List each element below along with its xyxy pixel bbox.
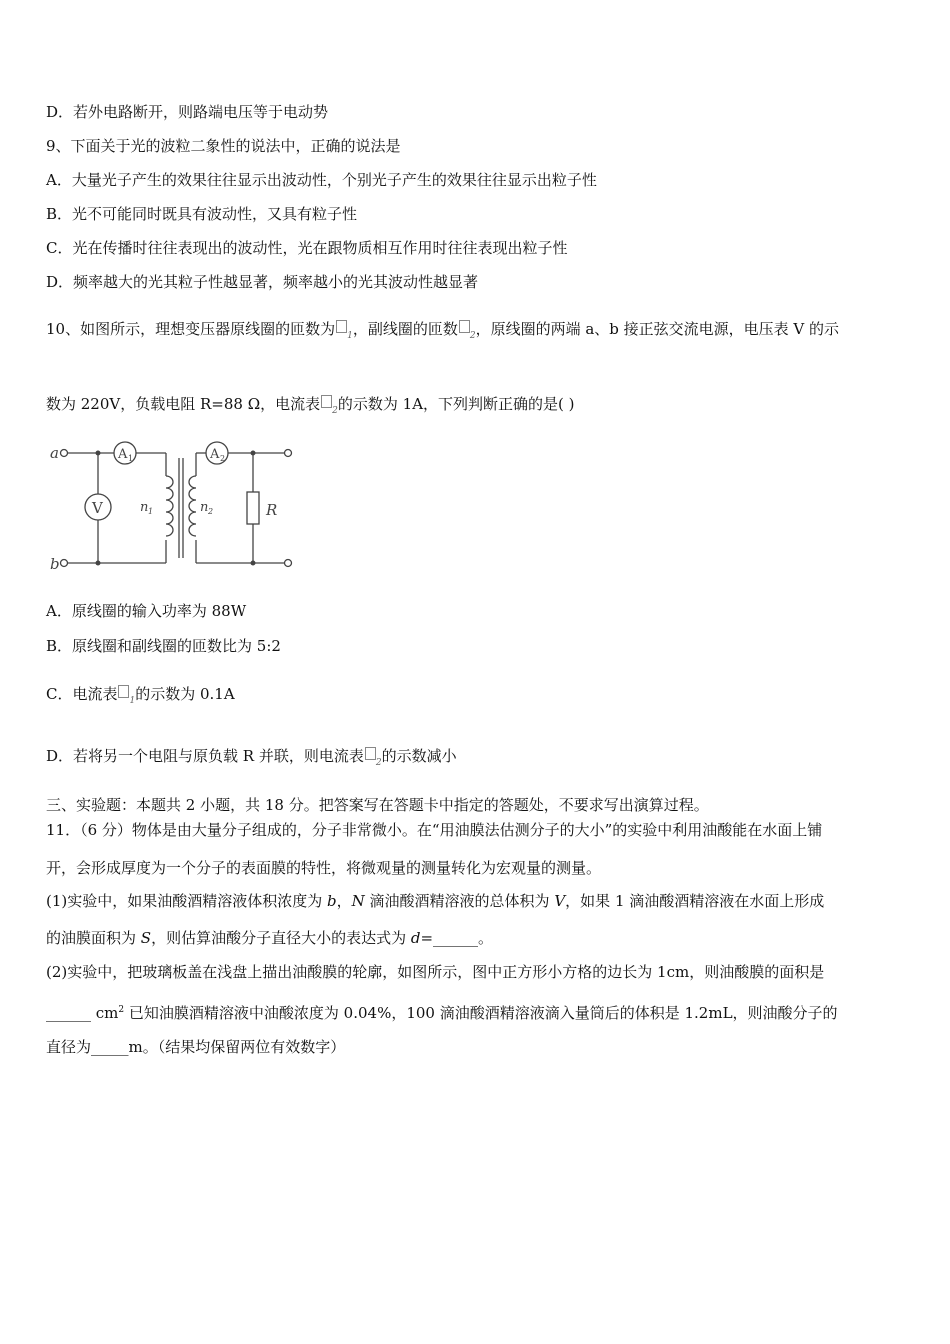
- voltmeter-label: V: [92, 499, 103, 517]
- q10-option-c: C．电流表 $_1$的示数为 0.1A: [46, 685, 235, 706]
- q10-option-b: B．原线圈和副线圈的匝数比为 5:2: [46, 637, 281, 655]
- q9-option-a: A．大量光子产生的效果往往显示出波动性，个别光子产生的效果往往显示出粒子性: [46, 171, 597, 189]
- formula-placeholder-icon: [336, 320, 347, 333]
- q9-option-b: B．光不可能同时既具有波动性，又具有粒子性: [46, 205, 358, 223]
- ammeter-a2-sub: 2: [220, 454, 226, 463]
- ammeter-a1-label: A: [118, 447, 128, 462]
- q11-part2-line3: 直径为_____m。（结果均保留两位有效数字）: [46, 1038, 346, 1056]
- ammeter-a2-label: A: [210, 447, 220, 462]
- q10-option-a: A．原线圈的输入功率为 88W: [46, 602, 247, 620]
- terminal-a-label: a: [50, 444, 59, 462]
- resistor-label: R: [266, 501, 278, 519]
- formula-placeholder-icon: [118, 685, 129, 698]
- coil-n1-sub: 1: [148, 507, 154, 516]
- q11-part2-line2: ______ $cm^2$ 已知油膜酒精溶液中油酸浓度为 0.04%，100 滴油酸酒精溶液滴入量筒后的体积是 1.2mL，则油酸分子的: [46, 1004, 838, 1022]
- q10-stem-line2: 数为 220V，负载电阻 R=88 Ω，电流表 $_2$的示数为 1A，下列判断正确的是( ): [46, 395, 575, 416]
- q11-part2-line1: (2)实验中，把玻璃板盖在浅盘上描出油酸膜的轮廓，如图所示，图中正方形小方格的边长为 1cm，则油酸膜的面积是: [46, 963, 825, 981]
- q11-part1-line1: (1)实验中，如果油酸酒精溶液体积浓度为 b，N 滴油酸酒精溶液的总体积为 V，如果 1 滴油酸酒精溶液在水面上形成: [46, 892, 825, 910]
- coil-n1-label: n: [140, 500, 149, 515]
- q9-option-d: D．频率越大的光其粒子性越显著，频率越小的光其波动性越显著: [46, 273, 479, 291]
- q11-line2: 开，会形成厚度为一个分子的表面膜的特性，将微观量的测量转化为宏观量的测量。: [46, 859, 602, 877]
- section-3-heading: 三、实验题：本题共 2 小题，共 18 分。把答案写在答题卡中指定的答题处，不要求写出演算过程。: [46, 796, 709, 814]
- coil-n2-sub: 2: [208, 507, 214, 516]
- q10-stem-line1: 10、如图所示，理想变压器原线圈的匝数为 $_1$，副线圈的匝数 $_2$，原线圈的两端 a、b 接正弦交流电源，电压表 V 的示: [46, 320, 840, 341]
- q9-option-c: C．光在传播时往往表现出的波动性，光在跟物质相互作用时往往表现出粒子性: [46, 239, 568, 257]
- q11-line1: 11．（6 分）物体是由大量分子组成的，分子非常微小。在“用油膜法估测分子的大小”的实验中利用油酸能在水面上铺: [46, 821, 823, 839]
- q9-stem: 9、下面关于光的波粒二象性的说法中，正确的说法是: [46, 137, 401, 155]
- terminal-b-label: b: [50, 555, 60, 573]
- q11-part1-line2: 的油膜面积为 S，则估算油酸分子直径大小的表达式为 d=______。: [46, 929, 494, 947]
- formula-placeholder-icon: [321, 395, 332, 408]
- transformer-circuit-diagram: [50, 436, 300, 576]
- ammeter-a1-sub: 1: [128, 454, 134, 463]
- formula-placeholder-icon: [459, 320, 470, 333]
- q10-option-d: D．若将另一个电阻与原负载 R 并联，则电流表 $_2$的示数减小: [46, 747, 457, 768]
- coil-n2-label: n: [200, 500, 209, 515]
- q8-option-d: D．若外电路断开，则路端电压等于电动势: [46, 103, 329, 121]
- formula-placeholder-icon: [365, 747, 376, 760]
